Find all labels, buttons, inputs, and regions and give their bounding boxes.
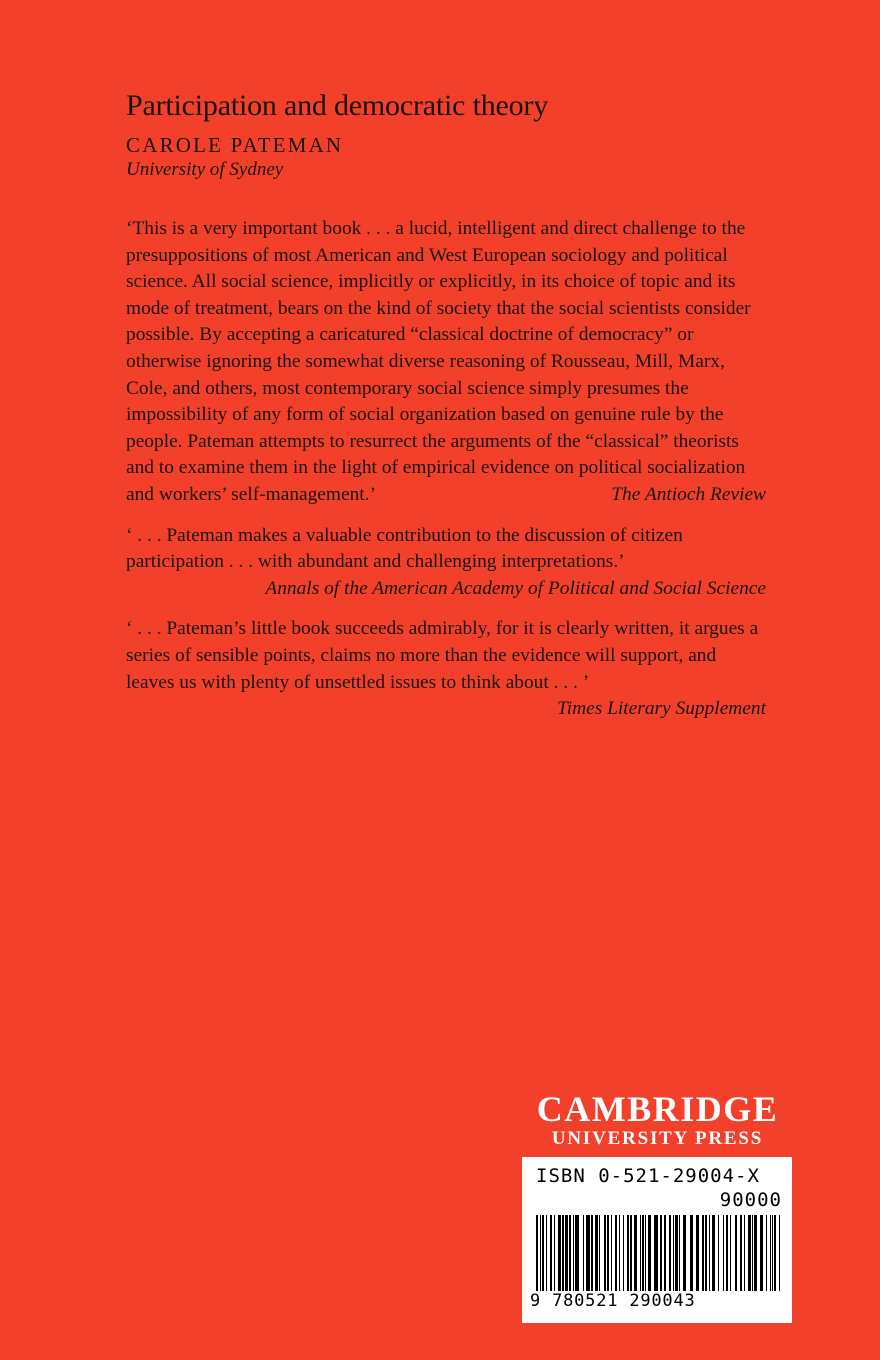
price-code: 90000 [719,1189,782,1211]
barcode-bar [615,1215,617,1291]
barcode-bar [754,1215,757,1291]
barcode-bar [730,1215,731,1291]
author-affiliation: University of Sydney [126,159,284,180]
barcode-bar [726,1215,728,1291]
barcode-bar [573,1215,574,1291]
publisher-name: CAMBRIDGE [536,1089,779,1129]
barcode-bar [607,1215,609,1291]
barcode-bar [683,1215,686,1291]
barcode-bar [583,1215,584,1291]
barcode-bar [669,1215,671,1291]
barcode-bar [642,1215,644,1291]
barcode-bar [675,1215,678,1291]
barcode-bar [619,1215,620,1291]
barcode-bar [723,1215,724,1291]
review-text: ‘ . . . Pateman makes a valuable contribution to the discussion of citizen participation . . . with abundant and challenging interpretations.’ [126,524,683,573]
barcode-bar [599,1215,600,1291]
barcode-bar [591,1215,593,1291]
barcode-bar [575,1215,579,1291]
review-text-body: ‘This is a very important book . . . a lucid, intelligent and direct challenge to the presuppositions of most American and West European sociology and political science. All social science, implicitly or explicitly, in its choice of topic and its mode of treatment, bears on the kind of society that the social scientists consider possible. By accepting a caricatured “classical doctrine of democracy” or otherwise ignoring the somewhat diverse reasoning of Rousseau, Mill, Marx, Cole, and others, most contemporary social science simply presumes the impossibility of any form of social organization based on genuine rule by the people. Pateman attempts to resurrect the arguments of the “classical” theorists and to examine them in the light of empirical evidence on political socialization and workers’ self-management.’ [126,218,751,505]
barcode-bar [645,1215,646,1291]
barcode-bar [690,1215,693,1291]
barcode-bar [709,1215,710,1291]
barcode-bar [627,1215,629,1291]
barcode-bar [748,1215,751,1291]
barcode-bar [712,1215,715,1291]
barcode-bar [634,1215,637,1291]
barcode-bar [586,1215,590,1291]
barcode-bar [536,1215,538,1291]
review-quote [126,616,766,722]
author-name: CAROLE PATEMAN [126,133,344,157]
barcode-bar [640,1215,641,1291]
barcode-bar [772,1215,773,1291]
ean-number: 9 780521 290043 [530,1291,696,1311]
review-quote [126,523,766,603]
barcode-bar [630,1215,632,1291]
barcode-bar [705,1215,707,1291]
barcode-bar [744,1215,745,1291]
publisher-logo [520,1090,795,1150]
barcode-bar [660,1215,662,1291]
review-text: ‘ . . . Pateman’s little book succeeds admirably, for it is clearly written, it argues a series of sensible points, claims no more than the evidence will support, and leaves us with plenty of unsettled issues to think about . . . ’ [126,618,759,693]
barcode-bar [569,1215,571,1291]
barcode-bar [752,1215,753,1291]
publisher-subname: UNIVERSITY PRESS [551,1128,764,1149]
barcode-bar [779,1215,780,1291]
barcode-bar [648,1215,651,1291]
barcode-bar [770,1215,771,1291]
barcode-bar [735,1215,737,1291]
isbn-label: ISBN 0-521-29004-X [536,1165,760,1187]
barcode-bar [623,1215,624,1291]
barcode-bar [595,1215,598,1291]
barcode-bar [611,1215,612,1291]
barcode-bar [718,1215,719,1291]
barcode-bar [540,1215,541,1291]
review-source: Annals of the American Academy of Political and Social Science [265,577,766,599]
barcode-bar [774,1215,776,1291]
review-source: The Antioch Review [611,483,766,505]
barcode-bar [550,1215,552,1291]
review-list [126,216,766,737]
barcode-bar [654,1215,658,1291]
barcode-bar [554,1215,555,1291]
barcode-bar [604,1215,606,1291]
barcode-bar [565,1215,568,1291]
barcode-bar [760,1215,763,1291]
barcode-bar [562,1215,564,1291]
barcode-bar [546,1215,547,1291]
barcode-bar [558,1215,561,1291]
book-title: Participation and democratic theory [126,89,549,122]
barcode-bar [542,1215,544,1291]
barcode-bar [766,1215,767,1291]
book-header [126,86,766,182]
barcode-panel [522,1157,792,1323]
barcode-bar [740,1215,742,1291]
barcode-bar [679,1215,680,1291]
barcode-bar [696,1215,699,1291]
barcode-bar [673,1215,674,1291]
review-source: Times Literary Supplement [557,698,766,720]
barcode-bar [702,1215,704,1291]
review-quote [126,216,766,509]
barcode-bar [664,1215,666,1291]
barcode-icon [536,1215,780,1291]
review-text [126,216,766,509]
